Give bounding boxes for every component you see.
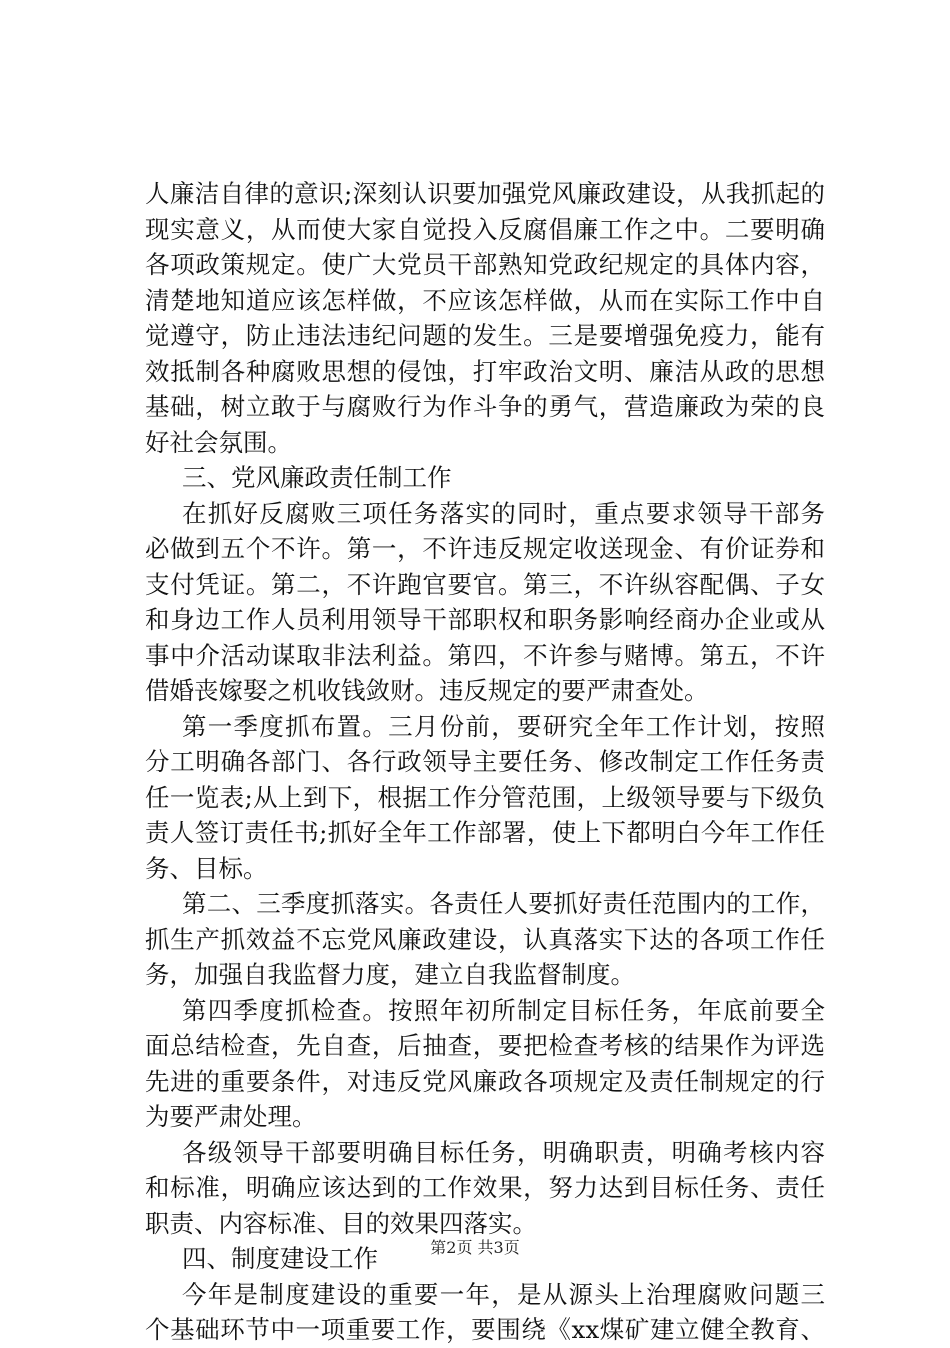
text-line: 人廉洁自律的意识;深刻认识要加强党风廉政建设，从我抓起的 xyxy=(145,179,825,208)
text-line: 基础，树立敢于与腐败行为作斗争的勇气，营造廉政为荣的良 xyxy=(145,392,825,421)
section-heading: 三、党风廉政责任制工作 xyxy=(182,463,452,492)
text-line: 第四季度抓检查。按照年初所制定目标任务，年底前要全 xyxy=(182,995,825,1025)
text-line: 效抵制各种腐败思想的侵蚀，打牢政治文明、廉洁从政的思想 xyxy=(145,356,825,386)
page-number: 第2页 共3页 xyxy=(430,1238,520,1257)
text-line: 和身边工作人员利用领导干部职权和职务影响经商办企业或从 xyxy=(145,605,825,634)
text-line: 各级领导干部要明确目标任务，明确职责，明确考核内容 xyxy=(182,1137,825,1167)
text-line: 第二、三季度抓落实。各责任人要抓好责任范围内的工作， xyxy=(182,889,825,918)
text-line: 先进的重要条件，对违反党风廉政各项规定及责任制规定的行 xyxy=(145,1066,825,1096)
text-line: 面总结检查，先自查，后抽查，要把检查考核的结果作为评选 xyxy=(145,1031,825,1060)
text-line: 和标准，明确应该达到的工作效果，努力达到目标任务、责任 xyxy=(145,1173,825,1202)
text-line: 抓生产抓效益不忘党风廉政建设，认真落实下达的各项工作任 xyxy=(145,924,825,954)
text-line: 务，加强自我监督力度，建立自我监督制度。 xyxy=(145,960,635,989)
text-line: 现实意义，从而使大家自觉投入反腐倡廉工作之中。二要明确 xyxy=(145,214,825,244)
text-line: 必做到五个不许。第一，不许违反规定收送现金、有价证券和 xyxy=(145,534,825,563)
text-line: 借婚丧嫁娶之机收钱敛财。违反规定的要严肃查处。 xyxy=(145,676,709,705)
text-line: 在抓好反腐败三项任务落实的同时，重点要求领导干部务 xyxy=(182,498,825,528)
text-line: 支付凭证。第二，不许跑官要官。第三，不许纵容配偶、子女 xyxy=(145,569,825,599)
text-line: 觉遵守，防止违法违纪问题的发生。三是要增强免疫力，能有 xyxy=(145,321,825,350)
text-line: 分工明确各部门、各行政领导主要任务、修改制定工作任务责 xyxy=(145,747,825,776)
body-text xyxy=(145,176,825,1348)
text-line: 为要严肃处理。 xyxy=(145,1102,317,1131)
text-line: 事中介活动谋取非法利益。第四，不许参与赌博。第五，不许 xyxy=(145,640,825,670)
text-line: 职责、内容标准、目的效果四落实。 xyxy=(145,1208,537,1238)
text-line: 务、目标。 xyxy=(145,853,268,883)
text-line: 各项政策规定。使广大党员干部熟知党政纪规定的具体内容， xyxy=(145,250,825,279)
section-heading: 四、制度建设工作 xyxy=(182,1244,378,1273)
text-line: 今年是制度建设的重要一年，是从源头上治理腐败问题三 xyxy=(182,1279,825,1309)
text-line: 责人签订责任书;抓好全年工作部署，使上下都明白今年工作任 xyxy=(145,818,825,847)
text-line: 任一览表;从上到下，根据工作分管范围，上级领导要与下级负 xyxy=(145,782,825,812)
text-line: 好社会氛围。 xyxy=(145,427,292,457)
text-line: 清楚地知道应该怎样做，不应该怎样做，从而在实际工作中自 xyxy=(145,285,825,315)
text-line: 第一季度抓布置。三月份前，要研究全年工作计划，按照 xyxy=(182,711,825,741)
text-line: 个基础环节中一项重要工作，要围绕《xx煤矿建立健全教育、 xyxy=(145,1315,825,1344)
